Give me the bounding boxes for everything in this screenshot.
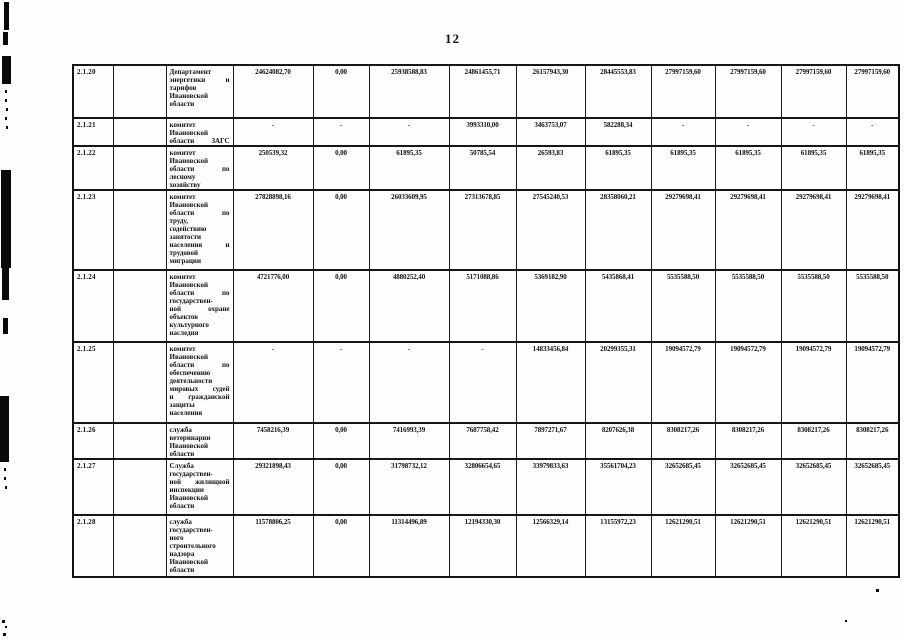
value-cell: 29279698,41 [715,190,781,270]
department-name-line: труду, [169,217,188,225]
department-name-line: ной охране [169,305,230,313]
department-name-line: культурного [169,321,209,329]
department-name-line: государствен- [169,526,213,534]
department-name-cell [166,515,233,577]
empty-cell [113,146,166,190]
value-cell: 3993310,00 [449,118,516,146]
binding-mark [3,318,8,334]
table-row [73,515,899,577]
table-row [73,270,899,342]
value-cell: 31798732,12 [369,459,449,515]
value-cell: 61895,35 [715,146,781,190]
value-cell: 24861455,71 [449,65,516,118]
row-id-cell: 2.1.25 [73,342,113,423]
binding-mark [0,396,9,462]
value-cell: 11314496,89 [369,515,449,577]
row-id-cell: 2.1.27 [73,459,113,515]
budget-table [72,64,900,578]
value-cell: 61895,35 [369,146,449,190]
value-cell: 0,00 [313,190,369,270]
table-row [73,146,899,190]
value-cell: 5535588,50 [781,270,846,342]
department-name-line: строительного [169,542,216,550]
value-cell: 0,00 [313,146,369,190]
value-cell: 8207626,38 [585,423,651,459]
department-name-line: обеспечению [169,369,211,377]
department-name-line: государствен- [169,470,213,478]
value-cell: 61895,35 [585,146,651,190]
value-cell: 61895,35 [781,146,846,190]
value-cell: 5369182,90 [516,270,585,342]
value-cell: 5535588,50 [846,270,899,342]
department-name-line: Ивановской [169,92,209,100]
row-id-cell: 2.1.26 [73,423,113,459]
value-cell: 8308217,26 [715,423,781,459]
ink-speck [876,589,879,592]
empty-cell [113,423,166,459]
value-cell: 27997159,60 [651,65,715,118]
table-row [73,190,899,270]
department-name-cell [166,342,233,423]
ink-speck [845,620,847,622]
department-name-line: области по [169,209,230,217]
department-name-line: Ивановской [169,494,209,502]
department-name-line: области ЗАГС [169,137,230,145]
department-name-line: лесному [169,173,196,181]
value-cell: 12621290,51 [651,515,715,577]
binding-mark [2,268,9,300]
value-cell: - [369,118,449,146]
value-cell: 25938588,83 [369,65,449,118]
value-cell: 26593,83 [516,146,585,190]
empty-cell [113,270,166,342]
value-cell: 7687758,42 [449,423,516,459]
department-name-line: Ивановской [169,353,209,361]
value-cell: 7458216,39 [233,423,313,459]
value-cell: 5535588,50 [651,270,715,342]
department-name-line: комитет [169,345,196,353]
department-name-line: государствен- [169,297,213,305]
value-cell: 27545240,53 [516,190,585,270]
value-cell: - [781,118,846,146]
value-cell: 32806654,65 [449,459,516,515]
value-cell: 26033609,95 [369,190,449,270]
value-cell: - [313,118,369,146]
value-cell: 4880252,40 [369,270,449,342]
department-name-line: служба [169,426,192,434]
value-cell: 0,00 [313,423,369,459]
department-name-line: комитет [169,273,196,281]
table-row [73,65,899,118]
value-cell: 13155972,23 [585,515,651,577]
value-cell: 29279698,41 [846,190,899,270]
value-cell: 8308217,26 [781,423,846,459]
department-name-cell [166,190,233,270]
department-name-line: миграции [169,257,201,265]
value-cell: - [651,118,715,146]
department-name-line: служба [169,518,192,526]
department-name-line: области по [169,165,230,173]
value-cell: 0,00 [313,65,369,118]
table-row [73,118,899,146]
department-name-cell [166,118,233,146]
value-cell: 61895,35 [846,146,899,190]
binding-mark [4,2,9,30]
value-cell: 8308217,26 [846,423,899,459]
empty-cell [113,459,166,515]
value-cell: 12621290,51 [846,515,899,577]
budget-table-container [72,64,900,578]
department-name-line: энергетики и [169,76,230,84]
value-cell: - [449,342,516,423]
department-name-line: наследия [169,329,199,337]
value-cell: 27997159,60 [846,65,899,118]
value-cell: 14833456,84 [516,342,585,423]
department-name-line: ного [169,534,184,542]
value-cell: 19094572,79 [781,342,846,423]
table-row [73,459,899,515]
department-name-line: мировых судей [169,385,230,393]
value-cell: - [313,342,369,423]
department-name-line: Служба [169,462,194,470]
department-name-line: области [169,566,195,574]
department-name-line: ветеринарии [169,434,211,442]
binding-mark [5,90,7,93]
value-cell: 61895,35 [651,146,715,190]
binding-mark [3,32,8,45]
table-row [73,423,899,459]
binding-mark [6,126,8,129]
department-name-line: Ивановской [169,281,209,289]
value-cell: 0,00 [313,459,369,515]
value-cell: - [846,118,899,146]
department-name-line: комитет [169,149,196,157]
binding-mark [5,486,7,489]
department-name-line: ной жилищной [169,478,230,486]
department-name-line: комитет [169,193,196,201]
empty-cell [113,65,166,118]
department-name-cell [166,459,233,515]
binding-mark [5,117,7,120]
value-cell: 32652685,45 [651,459,715,515]
value-cell: 11578806,25 [233,515,313,577]
row-id-cell: 2.1.23 [73,190,113,270]
department-name-line: населения и [169,241,230,249]
value-cell: 33979833,63 [516,459,585,515]
value-cell: 0,00 [313,515,369,577]
binding-mark [4,477,6,480]
binding-mark [1,170,11,268]
department-name-line: защиты [169,401,195,409]
department-name-line: деятельности [169,377,213,385]
value-cell: 19094572,79 [715,342,781,423]
department-name-line: населения [169,409,203,417]
value-cell: 29279698,41 [781,190,846,270]
department-name-cell [166,146,233,190]
department-name-line: надзора [169,550,195,558]
value-cell: 28445553,83 [585,65,651,118]
value-cell: 5435868,41 [585,270,651,342]
value-cell: - [715,118,781,146]
value-cell: 4721776,00 [233,270,313,342]
value-cell: 27997159,60 [781,65,846,118]
value-cell: 7416993,39 [369,423,449,459]
binding-mark [6,108,8,111]
department-name-line: Департамент [169,68,212,76]
value-cell: 0,00 [313,270,369,342]
value-cell: 26157943,30 [516,65,585,118]
department-name-line: хозяйству [169,181,201,189]
value-cell: 35561704,23 [585,459,651,515]
department-name-line: области [169,502,195,510]
binding-mark [2,620,5,623]
department-name-line: содействию [169,225,207,233]
value-cell: 29321898,43 [233,459,313,515]
department-name-cell [166,423,233,459]
table-row [73,342,899,423]
value-cell: - [233,118,313,146]
value-cell: 27313678,85 [449,190,516,270]
value-cell: 24624082,70 [233,65,313,118]
value-cell: 12621290,51 [715,515,781,577]
value-cell: 27997159,60 [715,65,781,118]
department-name-cell [166,270,233,342]
department-name-line: области по [169,289,230,297]
value-cell: 32652685,45 [846,459,899,515]
empty-cell [113,190,166,270]
department-name-line: Ивановской [169,129,209,137]
value-cell: 3463753,07 [516,118,585,146]
value-cell: 7897271,67 [516,423,585,459]
value-cell: - [233,342,313,423]
empty-cell [113,342,166,423]
value-cell: 50785,54 [449,146,516,190]
value-cell: 8308217,26 [651,423,715,459]
department-name-line: инспекции [169,486,204,494]
row-id-cell: 2.1.20 [73,65,113,118]
department-name-line: комитет [169,121,196,129]
value-cell: 19094572,79 [846,342,899,423]
department-name-cell [166,65,233,118]
value-cell: 12566329,14 [516,515,585,577]
department-name-line: Ивановской [169,201,209,209]
department-name-line: области по [169,361,230,369]
value-cell: 582288,34 [585,118,651,146]
value-cell: 5535588,50 [715,270,781,342]
value-cell: 250539,32 [233,146,313,190]
empty-cell [113,515,166,577]
department-name-line: и гражданской [169,393,230,401]
department-name-line: тарифов [169,84,197,92]
value-cell: 12621290,51 [781,515,846,577]
page-number: 12 [445,31,460,46]
value-cell: 29279698,41 [651,190,715,270]
binding-mark [3,633,6,636]
binding-mark [5,626,7,628]
binding-mark [4,468,6,471]
department-name-line: объектов [169,313,198,321]
value-cell: 32652685,45 [715,459,781,515]
department-name-line: Ивановской [169,157,209,165]
binding-mark [5,99,7,102]
department-name-line: Ивановской [169,558,209,566]
department-name-line: занятости [169,233,202,241]
value-cell: 20299355,31 [585,342,651,423]
row-id-cell: 2.1.24 [73,270,113,342]
value-cell: 5171088,86 [449,270,516,342]
department-name-line: области [169,100,195,108]
empty-cell [113,118,166,146]
row-id-cell: 2.1.28 [73,515,113,577]
row-id-cell: 2.1.22 [73,146,113,190]
value-cell: - [369,342,449,423]
value-cell: 32652685,45 [781,459,846,515]
value-cell: 28358060,21 [585,190,651,270]
department-name-line: трудовой [169,249,199,257]
department-name-line: области [169,450,195,458]
department-name-line: Ивановской [169,442,209,450]
value-cell: 12194330,30 [449,515,516,577]
binding-mark [2,56,11,84]
value-cell: 27828898,16 [233,190,313,270]
value-cell: 19094572,79 [651,342,715,423]
row-id-cell: 2.1.21 [73,118,113,146]
